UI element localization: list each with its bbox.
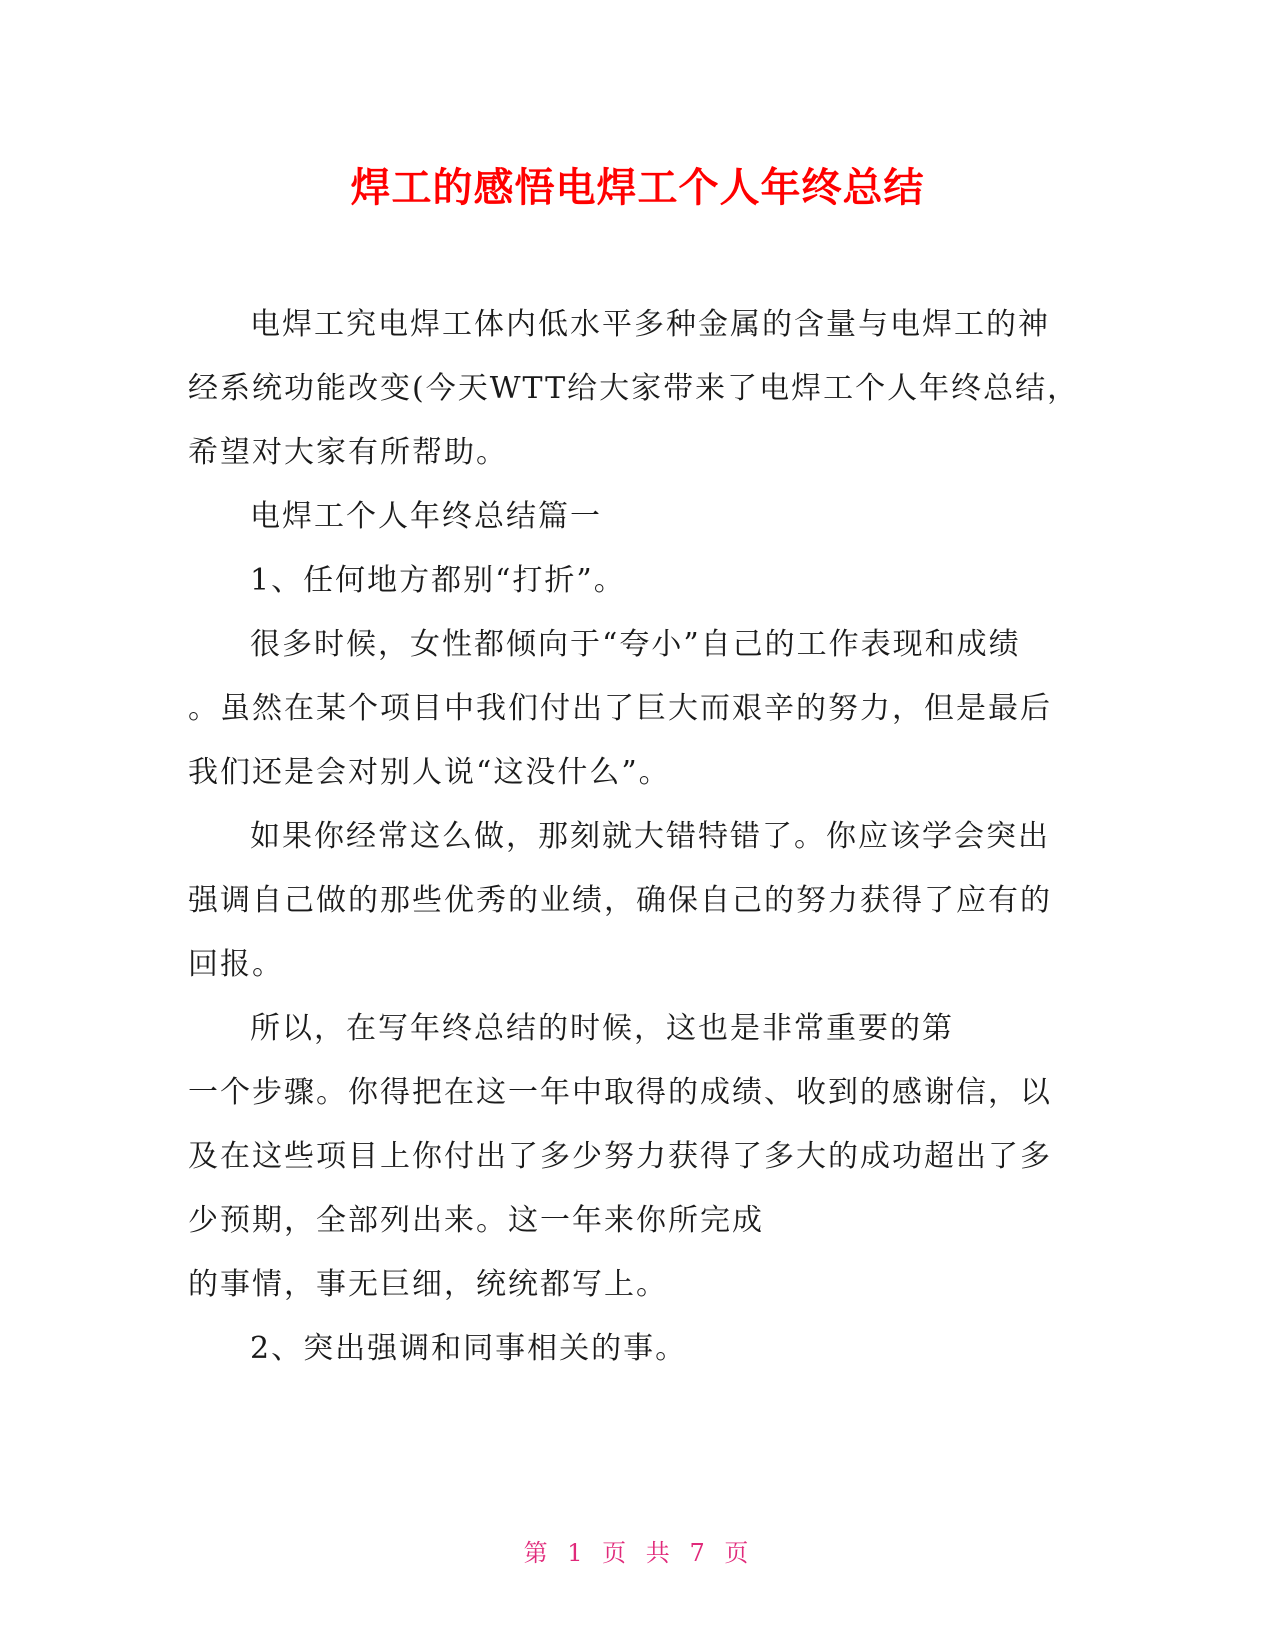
paragraph-line: 的事情，事无巨细，统统都写上。 bbox=[188, 1267, 668, 1302]
paragraph-line: 少预期，全部列出来。这一年来你所完成 bbox=[188, 1203, 764, 1238]
list-item-heading: 1、任何地方都别“打折”。 bbox=[250, 563, 626, 598]
list-item-heading: 2、突出强调和同事相关的事。 bbox=[250, 1331, 688, 1366]
paragraph-line: 电焊工究电焊工体内低水平多种金属的含量与电焊工的神 bbox=[250, 307, 1050, 342]
paragraph-line: 所以，在写年终总结的时候，这也是非常重要的第 bbox=[250, 1011, 954, 1046]
paragraph-line: 强调自己做的那些优秀的业绩，确保自己的努力获得了应有的 bbox=[188, 883, 1052, 918]
document-body bbox=[188, 293, 1088, 1381]
page-number-footer: 第 1 页 共 7 页 bbox=[523, 1539, 752, 1567]
paragraph-line: 如果你经常这么做，那刻就大错特错了。你应该学会突出 bbox=[250, 819, 1050, 854]
paragraph-line: 很多时候，女性都倾向于“夸小”自己的工作表现和成绩 bbox=[250, 627, 1021, 662]
paragraph-line: 一个步骤。你得把在这一年中取得的成绩、收到的感谢信，以 bbox=[188, 1075, 1052, 1110]
paragraph-line: 回报。 bbox=[188, 947, 284, 982]
section-heading: 电焊工个人年终总结篇一 bbox=[250, 499, 602, 534]
paragraph-line: 。虽然在某个项目中我们付出了巨大而艰辛的努力，但是最后 bbox=[188, 691, 1052, 726]
paragraph-line: 经系统功能改变(今天WTT给大家带来了电焊工个人年终总结， bbox=[188, 371, 1080, 406]
paragraph-line: 及在这些项目上你付出了多少努力获得了多大的成功超出了多 bbox=[188, 1139, 1052, 1174]
document-title: 焊工的感悟电焊工个人年终总结 bbox=[350, 165, 925, 211]
paragraph-line: 希望对大家有所帮助。 bbox=[188, 435, 508, 470]
paragraph-line: 我们还是会对别人说“这没什么”。 bbox=[188, 755, 671, 790]
